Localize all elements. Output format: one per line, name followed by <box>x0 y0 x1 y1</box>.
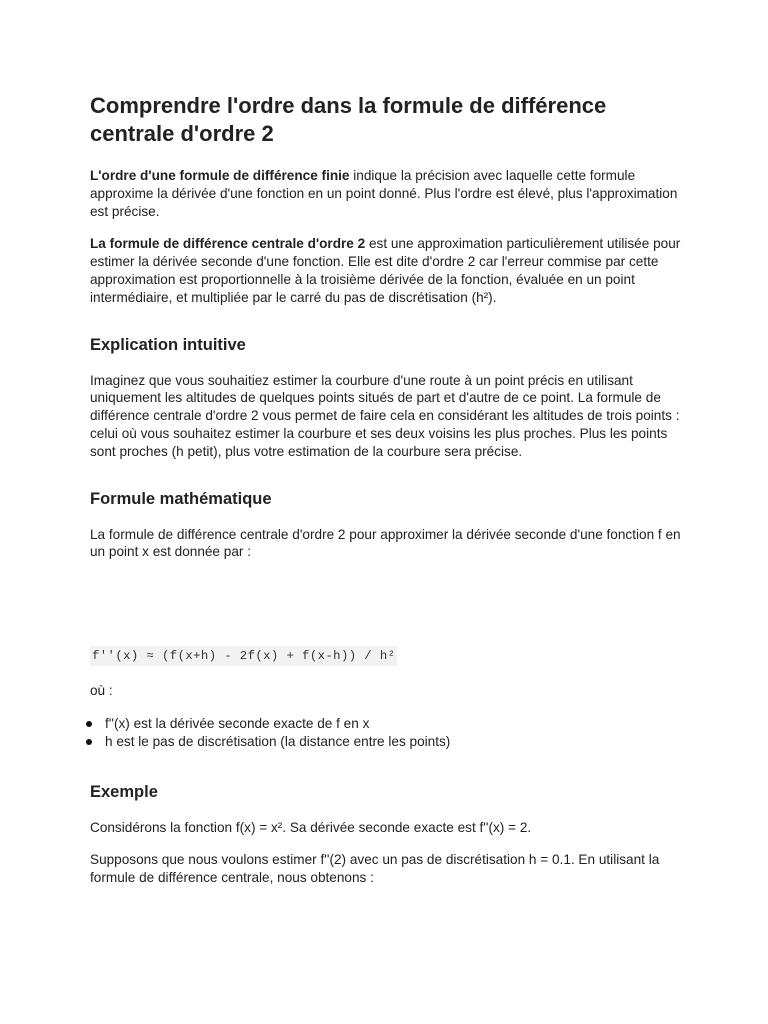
formula-code-line <box>90 646 686 666</box>
where-label: où : <box>90 683 113 699</box>
section-heading-explication: Explication intuitive <box>90 335 246 354</box>
intro-text: indique la précision avec laquelle cette formule approxime la dérivée d'une fonction en un point donné. Plus l'ordre est élevé, plus l'approximation est précise. <box>90 168 678 219</box>
list-item-text: h est le pas de discrétisation (la distance entre les points) <box>105 733 451 749</box>
section-heading-formule: Formule mathématique <box>90 489 272 508</box>
list-item-text: f''(x) est la dérivée seconde exacte de f en x <box>105 715 370 731</box>
formula-description-text: est une approximation particulièrement utilisée pour estimer la dérivée seconde d'une fonction. Elle est dite d'ordre 2 car l'erreur commise par cette approximation est proportionnelle à la troisième dérivée de la fonction, évaluée en un point intermédiaire, et multipliée par le carré du pas de discrétisation (h²). <box>90 236 681 305</box>
intro-paragraph-order <box>90 167 686 220</box>
page-title: Comprendre l'ordre dans la formule de différence centrale d'ordre 2 <box>90 93 607 146</box>
intro-bold-term: L'ordre d'une formule de différence finie <box>90 168 350 183</box>
document-page <box>90 92 686 902</box>
formula-code: f''(x) ≈ (f(x+h) - 2f(x) + f(x-h)) / h² <box>90 646 397 666</box>
bullet-icon <box>86 721 92 727</box>
definition-list <box>90 715 686 751</box>
exemple-paragraph-function: Considérons la fonction f(x) = x². Sa dérivée seconde exacte est f''(x) = 2. <box>90 819 532 835</box>
formula-bold-term: La formule de différence centrale d'ordre 2 <box>90 236 366 252</box>
bullet-icon <box>86 739 92 745</box>
exemple-paragraph-estimate: Supposons que nous voulons estimer f''(2) avec un pas de discrétisation h = 0.1. En utilisant la formule de différence centrale, nous obtenons : <box>90 852 660 886</box>
formule-paragraph: La formule de différence centrale d'ordre 2 pour approximer la dérivée seconde d'une fonction f en un point x est donnée par : <box>90 526 681 560</box>
explication-paragraph: Imaginez que vous souhaitiez estimer la courbure d'une route à un point précis en utilisant uniquement les altitudes de quelques points situés de part et d'autre de ce point. La formule de différence centrale d'ordre 2 vous permet de faire cela en considérant les altitudes de trois points : celui où vous souhaitez estimer la courbure et ses deux voisins les plus proches. Plus les points sont proches (h petit), plus votre estimation de la courbure sera précise. <box>90 372 680 459</box>
section-heading-exemple: Exemple <box>90 782 158 801</box>
list-item <box>90 733 686 751</box>
intro-paragraph-formula <box>90 235 686 306</box>
list-item <box>90 715 686 733</box>
